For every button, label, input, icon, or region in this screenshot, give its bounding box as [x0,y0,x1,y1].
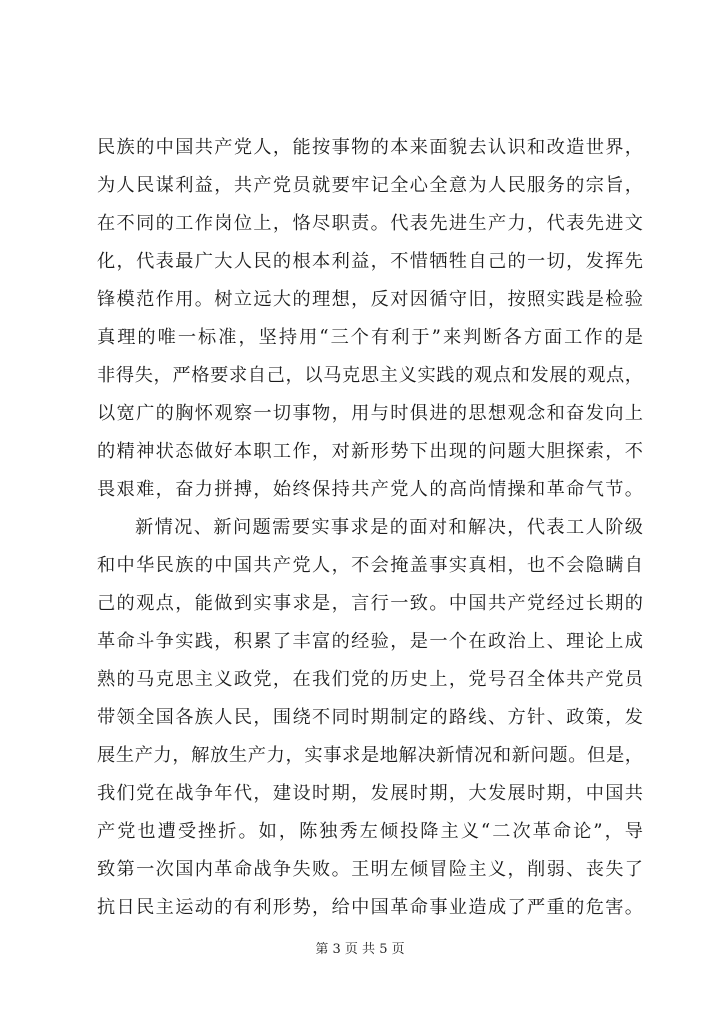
paragraph-line: 非得失，严格要求自己，以马克思主义实践的观点和发展的观点， [97,365,643,386]
paragraph-line: 真理的唯一标准，坚持用“三个有利于”来判断各方面工作的是 [97,327,643,348]
paragraph-line: 己的观点，能做到实事求是，言行一致。中国共产党经过长期的 [97,593,643,614]
paragraph-line: 以宽广的胸怀观察一切事物，用与时俱进的思想观念和奋发向上 [97,403,643,424]
paragraph-line: 锋模范作用。树立远大的理想，反对因循守旧，按照实践是检验 [97,289,643,310]
body-text [97,129,643,927]
paragraph-line: 化，代表最广大人民的根本利益，不惜牺牲自己的一切，发挥先 [97,251,643,272]
paragraph-line: 畏艰难，奋力拼搏，始终保持共产党人的高尚情操和革命气节。 [97,479,643,500]
paragraph-line: 展生产力，解放生产力，实事求是地解决新情况和新问题。但是， [97,745,643,766]
paragraph-line: 熟的马克思主义政党，在我们党的历史上，党号召全体共产党员 [97,669,643,690]
paragraph-line: 和中华民族的中国共产党人，不会掩盖事实真相，也不会隐瞒自 [97,555,643,576]
paragraph-2 [97,509,643,927]
page-number-footer: 第 3 页 共 5 页 [315,942,405,957]
paragraph-line: 为人民谋利益，共产党员就要牢记全心全意为人民服务的宗旨， [97,175,643,196]
paragraph-line: 民族的中国共产党人，能按事物的本来面貌去认识和改造世界， [97,137,643,158]
paragraph-line: 致第一次国内革命战争失败。王明左倾冒险主义，削弱、丧失了 [97,859,643,880]
paragraph-line: 新情况、新问题需要实事求是的面对和解决，代表工人阶级 [135,517,643,538]
paragraph-line: 我们党在战争年代，建设时期，发展时期，大发展时期，中国共 [97,783,643,804]
paragraph-line: 的精神状态做好本职工作，对新形势下出现的问题大胆探索，不 [97,441,643,462]
paragraph-line: 革命斗争实践，积累了丰富的经验，是一个在政治上、理论上成 [97,631,643,652]
paragraph-line: 在不同的工作岗位上，恪尽职责。代表先进生产力，代表先进文 [97,213,643,234]
paragraph-line: 产党也遭受挫折。如，陈独秀左倾投降主义“二次革命论”，导 [97,821,643,842]
paragraph-line: 带领全国各族人民，围绕不同时期制定的路线、方针、政策，发 [97,707,643,728]
paragraph-line: 抗日民主运动的有利形势，给中国革命事业造成了严重的危害。 [97,897,643,918]
paragraph-1 [97,129,643,509]
